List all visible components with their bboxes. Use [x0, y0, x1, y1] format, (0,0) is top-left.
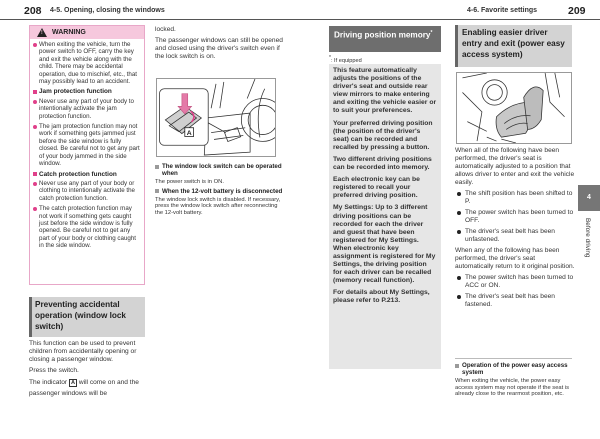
warning-box [29, 25, 145, 285]
seat-illustration [456, 72, 572, 144]
indicator-a-label: A [70, 380, 76, 386]
list-item: The power switch has been turned to OFF. [455, 209, 575, 225]
paragraph: Press the switch. [29, 367, 79, 374]
warning-triangle-icon [37, 28, 47, 37]
section-heading-driving-position-memory: Driving position memory* [329, 26, 441, 52]
square-bullet-icon [33, 90, 37, 94]
list-item: The power switch has been turned to ACC or ON. [455, 274, 575, 290]
note-heading: Operation of the power easy access system [455, 362, 575, 376]
bullet-dot-icon [33, 182, 37, 186]
warning-subheading: Jam protection function [33, 88, 140, 95]
conditions-list-adjust [455, 190, 575, 244]
list-item: The shift position has been shifted to P. [455, 190, 575, 206]
easy-access-note [455, 362, 575, 400]
warning-header [30, 26, 144, 39]
bullet-dot-icon [33, 207, 37, 211]
warning-bullet: Never use any part of your body or clothing to intentionally activate the catch protection function. [33, 180, 140, 202]
paragraph: Your preferred driving position (the position of the driver's seat) can be recorded and recalled by pressing a button. [333, 119, 433, 151]
window-lock-switch-drawing [157, 79, 275, 156]
bullet-dot-icon [457, 230, 461, 234]
driver-seat-drawing [457, 73, 571, 143]
window-lock-text [29, 340, 147, 402]
section-heading-easy-access: Enabling easier driver entry and exit (power easy access system) [455, 25, 572, 67]
square-bullet-icon [155, 165, 159, 169]
svg-text:A: A [186, 130, 192, 138]
chapter-tab-label: Before driving [584, 218, 591, 258]
conditions-list-return [455, 274, 575, 309]
bullet-dot-icon [457, 295, 461, 299]
note-heading: The window lock switch can be operated when [155, 163, 283, 177]
square-bullet-icon [155, 189, 159, 193]
paragraph: This feature automatically adjusts the positions of the driver's seat and outside rear view mirrors to make entering and exiting the vehicle easier or to suit your preferences. [333, 67, 437, 115]
left-page-header [0, 0, 300, 20]
square-bullet-icon [33, 172, 37, 176]
paragraph: Two different driving positions can be recorded into memory. [333, 155, 432, 172]
bullet-dot-icon [33, 43, 37, 47]
bullet-dot-icon [33, 125, 37, 129]
warning-body [30, 39, 144, 255]
note-heading: When the 12-volt battery is disconnected [155, 188, 283, 195]
bullet-dot-icon [457, 276, 461, 280]
warning-bullet: The catch protection function may not work if something gets caught just before the side window is fully opened. Be careful not to get any part of your body or clothing caught in the side window. [33, 205, 140, 249]
square-bullet-icon [455, 364, 459, 368]
paragraph: When any of the following has been performed, the driver's seat automatically return to it original position. [455, 247, 575, 270]
window-lock-illustration [156, 78, 276, 157]
memory-description-box [329, 64, 441, 369]
section-heading-window-lock: Preventing accidental operation (window lock switch) [29, 297, 145, 337]
chapter-tab[interactable]: 4 [578, 185, 600, 211]
paragraph: This function can be used to prevent children from accidentally opening or closing a passenger window. [29, 340, 137, 363]
left-section-title: 4-5. Opening, closing the windows [50, 7, 165, 14]
list-item: The driver's seat belt has been fastened. [455, 293, 575, 309]
bullet-dot-icon [33, 100, 37, 104]
warning-bullet: When exiting the vehicle, turn the power switch to OFF, carry the key and exit the vehicle along with the child. There may be accidental operation, due to mischief, etc., that may possibly lead to an accident. [33, 41, 140, 85]
bullet-dot-icon [457, 211, 461, 215]
warning-title: WARNING [52, 29, 86, 36]
right-page-header [300, 0, 600, 20]
note-divider [455, 358, 572, 359]
left-page-number: 208 [24, 5, 42, 17]
footnote: *: If equipped [329, 55, 362, 64]
warning-bullet: The jam protection function may not work if something gets jammed just before the side window is fully closed. Be careful not to get any part of your body jammed in the side window. [33, 123, 140, 167]
easy-access-text [455, 147, 575, 312]
paragraph: My Settings: Up to 3 different driving positions can be recorded for each the driver and guest that have been registered for My Settings. When electronic key assignment is registered for My Settings, the driving position for each driver can be recalled (memory recall function). [333, 204, 436, 285]
right-page-number: 209 [568, 5, 586, 17]
note-text: When exiting the vehicle, the power easy access system may not operate if the seat is already close to the rearmost position, etc. [455, 378, 570, 398]
paragraph: The indicator A will come on and the passenger windows will be [29, 379, 139, 397]
warning-subheading: Catch protection function [33, 171, 140, 178]
paragraph: For details about My Settings, please refer to P.213. [333, 289, 430, 305]
bullet-dot-icon [457, 192, 461, 196]
paragraph: locked. [155, 26, 176, 33]
note-text: The window lock switch is disabled. If necessary, press the window lock switch after reconnecting the 12-volt battery. [155, 196, 281, 216]
right-section-title: 4-6. Favorite settings [467, 7, 538, 14]
paragraph: When all of the following have been performed, the driver's seat is automatically adjusted to a position that allows driver to enter and exit the vehicle easily. [455, 147, 575, 186]
warning-bullet: Never use any part of your body to intentionally activate the jam protection function. [33, 98, 140, 120]
column2-text [155, 26, 283, 64]
note-text: The power switch is in ON. [155, 179, 224, 185]
list-item: The driver's seat belt has been unfastened. [455, 228, 575, 244]
paragraph: The passenger windows can still be opened and closed using the driver's switch even if the lock switch is on. [155, 37, 283, 60]
paragraph: Each electronic key can be registered to recall your preferred driving position. [333, 176, 420, 200]
column2-notes [155, 163, 283, 218]
